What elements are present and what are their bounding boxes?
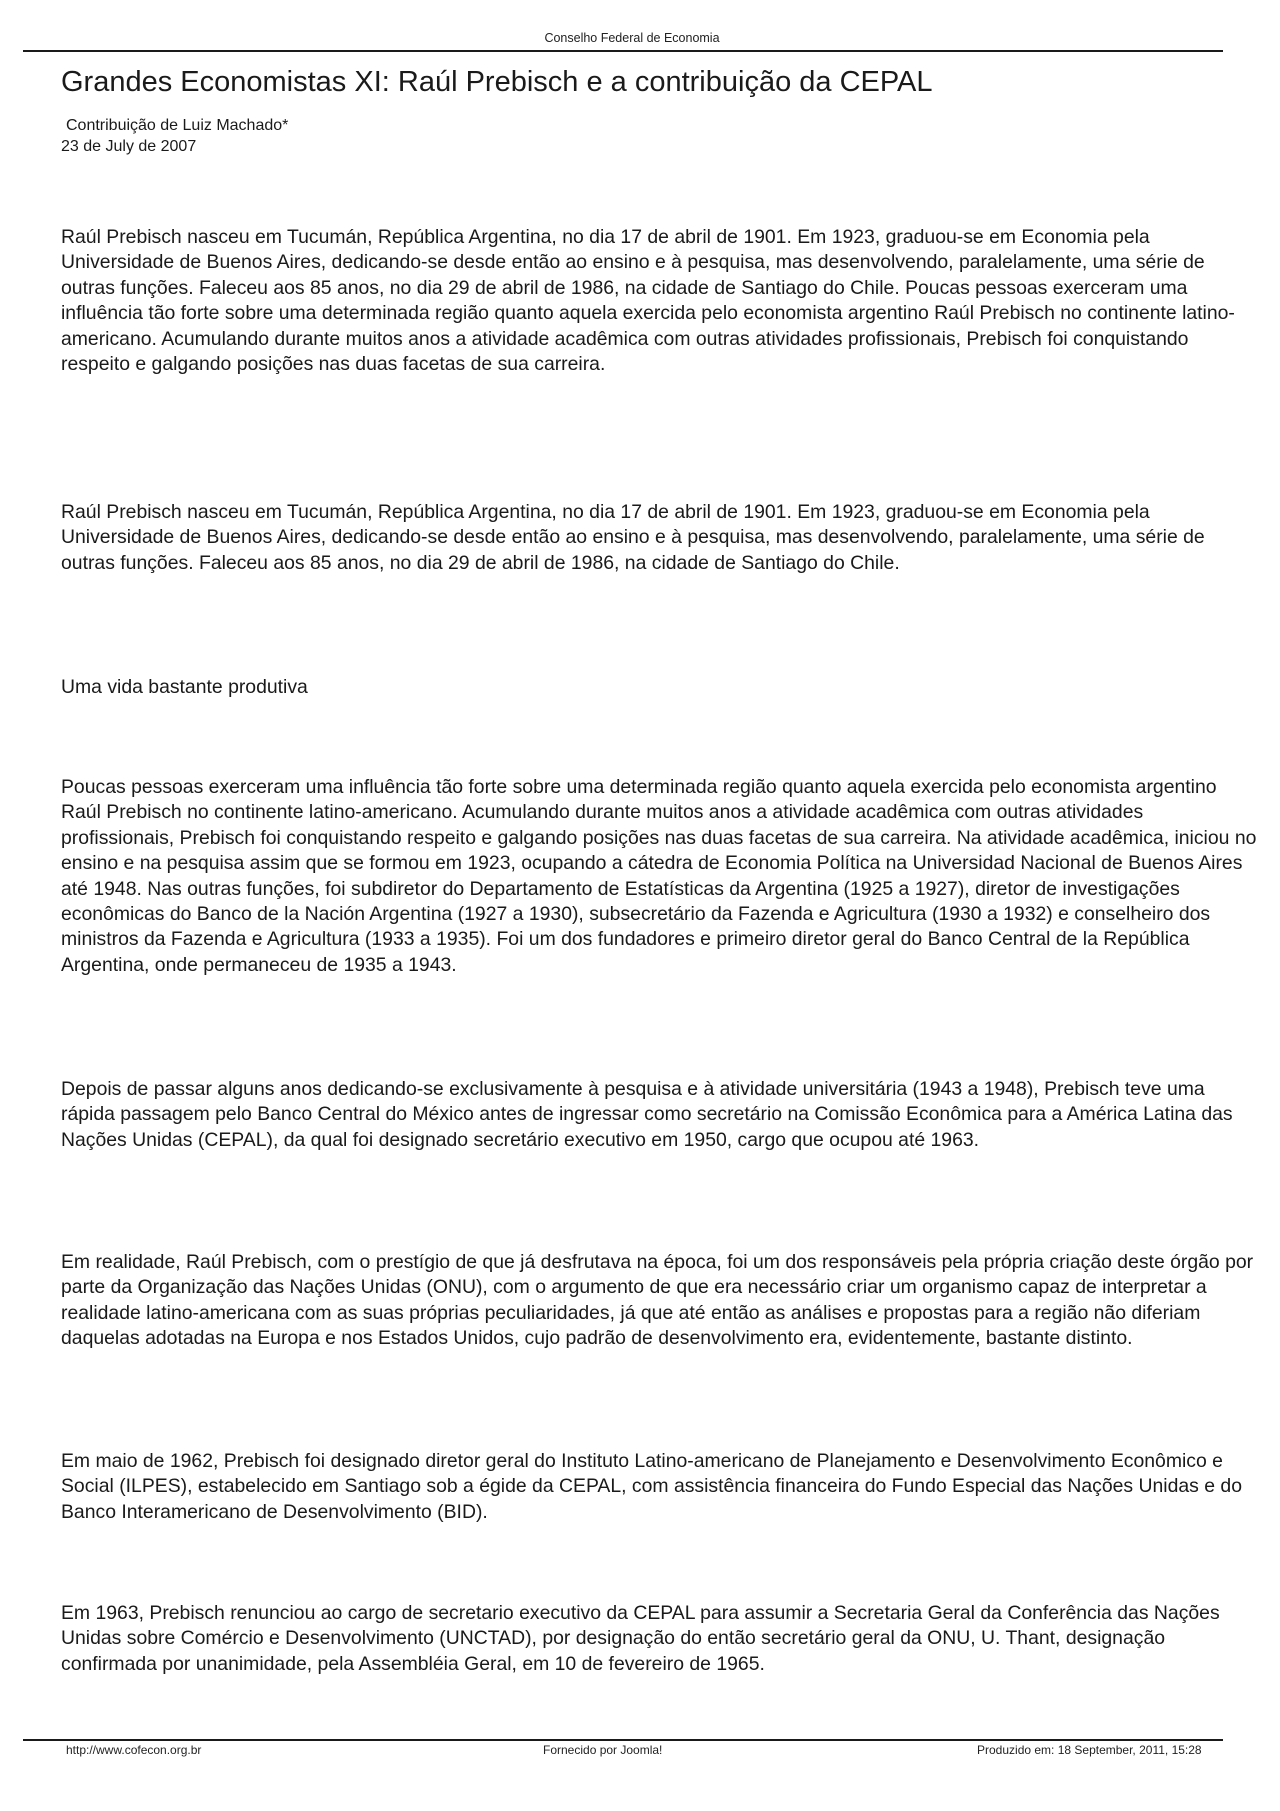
footer-powered-by: Fornecido por Joomla! xyxy=(543,1743,663,1757)
footer-produced-date: Produzido em: 18 September, 2011, 15:28 xyxy=(977,1743,1202,1757)
cepal-creation-paragraph: Em realidade, Raúl Prebisch, com o prestígio de que já desfrutava na época, foi um dos responsáveis pela própria criação deste órgão por parte da Organização das Nações Unidas (ONU), com o argumento de que era necessário criar um organismo capaz de interpretar a realidade latino-americana com as suas próprias peculiaridades, já que até então as análises e propostas para a região não diferiam daquelas adotadas na Europa e nos Estados Unidos, cujo padrão de desenvolvimento era, evidentemente, bastante distinto. xyxy=(61,1251,1254,1350)
article-title: Grandes Economistas XI: Raúl Prebisch e a contribuição da CEPAL xyxy=(61,66,933,98)
intro-paragraph: Raúl Prebisch nasceu em Tucumán, República Argentina, no dia 17 de abril de 1901. Em 1923, graduou-se em Economia pela Universidade de Buenos Aires, dedicando-se desde então ao ensino e à pesquisa, mas desenvolvendo, paralelamente, uma série de outras funções. Faleceu aos 85 anos, no dia 29 de abril de 1986, na cidade de Santiago do Chile. Poucas pessoas exerceram uma influência tão forte sobre uma determinada região quanto aquela exercida pelo economista argentino Raúl Prebisch no continente latino-americano. Acumulando durante muitos anos a atividade acadêmica com outras atividades profissionais, Prebisch foi conquistando respeito e galgando posições nas duas facetas de sua carreira. xyxy=(61,226,1235,376)
footer-divider xyxy=(23,1739,1223,1741)
article-date: 23 de July de 2007 xyxy=(61,138,197,155)
article-byline: Contribuição de Luiz Machado* xyxy=(66,117,289,134)
unctad-paragraph: Em 1963, Prebisch renunciou ao cargo de secretario executivo da CEPAL para assumir a Secretaria Geral da Conferência das Nações Unidas sobre Comércio e Desenvolvimento (UNCTAD), por designação do então secretário geral da ONU, U. Thant, designação confirmada por unanimidade, pela Assembléia Geral, em 10 de fevereiro de 1965. xyxy=(61,1602,1220,1675)
ilpes-paragraph: Em maio de 1962, Prebisch foi designado diretor geral do Instituto Latino-americano de Planejamento e Desenvolvimento Econômico e Social (ILPES), estabelecido em Santiago sob a égide da CEPAL, com assistência financeira do Fundo Especial das Nações Unidas e do Banco Interamericano de Desenvolvimento (BID). xyxy=(61,1450,1242,1523)
cepal-paragraph: Depois de passar alguns anos dedicando-se exclusivamente à pesquisa e à atividade universitária (1943 a 1948), Prebisch teve uma rápida passagem pelo Banco Central do México antes de ingressar como secretário na Comissão Econômica para a América Latina das Nações Unidas (CEPAL), da qual foi designado secretário executivo em 1950, cargo que ocupou até 1963. xyxy=(61,1078,1233,1151)
section-subheading: Uma vida bastante produtiva xyxy=(61,676,308,698)
footer-url: http://www.cofecon.org.br xyxy=(66,1743,202,1757)
career-paragraph: Poucas pessoas exerceram uma influência tão forte sobre uma determinada região quanto aquela exercida pelo economista argentino Raúl Prebisch no continente latino-americano. Acumulando durante muitos anos a atividade acadêmica com outras atividades profissionais, Prebisch foi conquistando respeito e galgando posições nas duas facetas de sua carreira. Na atividade acadêmica, iniciou no ensino e na pesquisa assim que se formou em 1923, ocupando a cátedra de Economia Política na Universidad Nacional de Buenos Aires até 1948. Nas outras funções, foi subdiretor do Departamento de Estatísticas da Argentina (1925 a 1927), diretor de investigações econômicas do Banco de la Nación Argentina (1927 a 1930), subsecretário da Fazenda e Agricultura (1930 a 1932) e conselheiro dos ministros da Fazenda e Agricultura (1933 a 1935). Foi um dos fundadores e primeiro diretor geral do Banco Central de la República Argentina, onde permaneceu de 1935 a 1943. xyxy=(61,776,1257,976)
header-divider xyxy=(23,50,1223,52)
site-header: Conselho Federal de Economia xyxy=(544,31,720,45)
bio-paragraph: Raúl Prebisch nasceu em Tucumán, República Argentina, no dia 17 de abril de 1901. Em 1923, graduou-se em Economia pela Universidade de Buenos Aires, dedicando-se desde então ao ensino e à pesquisa, mas desenvolvendo, paralelamente, uma série de outras funções. Faleceu aos 85 anos, no dia 29 de abril de 1986, na cidade de Santiago do Chile. xyxy=(61,501,1205,574)
